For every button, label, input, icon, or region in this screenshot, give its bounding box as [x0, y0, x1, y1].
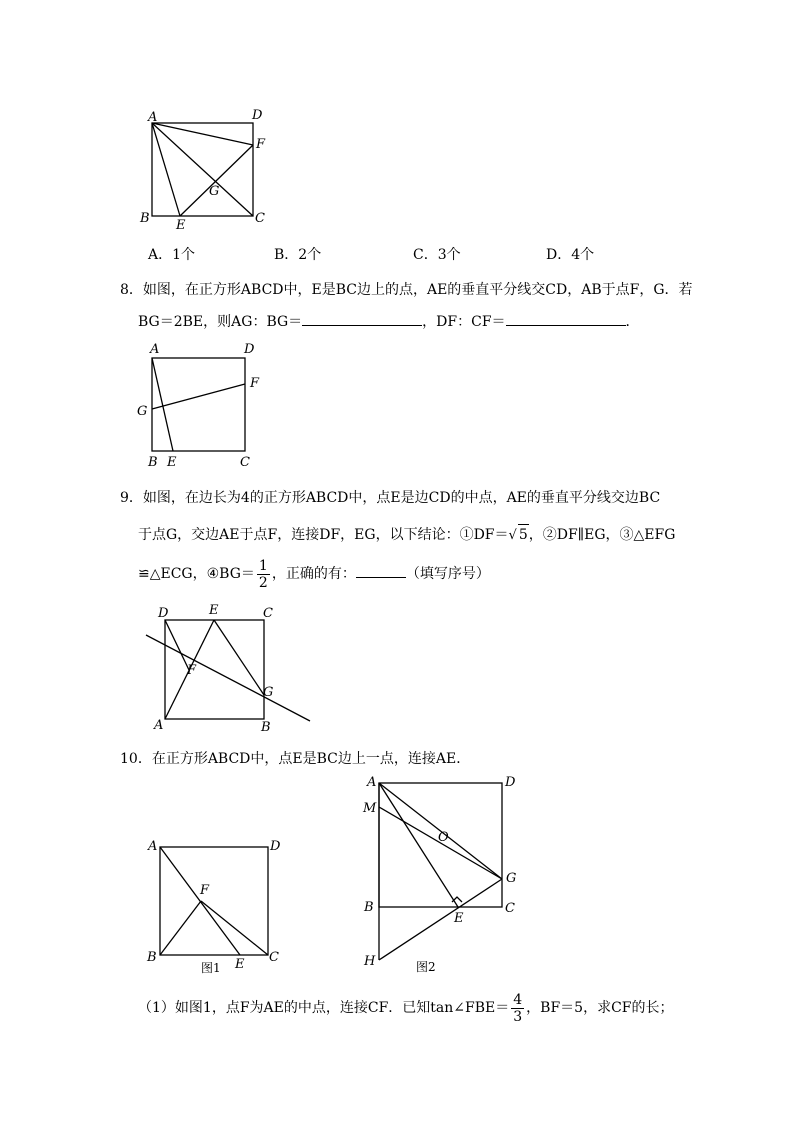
q8-line2: [138, 311, 640, 332]
q9-frac-den: 2: [258, 574, 268, 591]
q8-label-e: E: [167, 455, 177, 470]
q9-line2-b: ，②DF∥EG，③△EFG: [528, 527, 676, 543]
q9-label-a: A: [154, 718, 164, 733]
q9-label-g: G: [263, 685, 274, 700]
q8-line2-c: ．: [625, 314, 640, 330]
q10-fig2-label-b: B: [364, 900, 374, 915]
q9-square: [165, 620, 264, 719]
q9-label-b: B: [261, 720, 271, 735]
q9-label-c: C: [263, 606, 273, 621]
q10-fraction: [511, 992, 524, 1025]
q9-line1: 9．如图，在边长为4的正方形ABCD中，点E是边CD的中点，AE的垂直平分线交边BC: [120, 490, 661, 506]
q7-option-d[interactable]: D．4个: [546, 247, 595, 263]
q8-label-g: G: [137, 404, 148, 419]
q8-line2-b: ，DF：CF＝: [422, 314, 506, 330]
q10-fig1-caption: 图1: [201, 961, 221, 975]
q7-label-c: C: [255, 211, 265, 226]
q7-option-b[interactable]: B．2个: [274, 247, 322, 263]
q7-figure: [135, 105, 275, 235]
q9-figure: [140, 600, 315, 735]
q8-line2-a: BG＝2BE，则AG：BG＝: [138, 314, 303, 330]
q10-fig2-label-c: C: [505, 901, 515, 916]
q10-fig2-square: [379, 783, 502, 907]
q10-fig2-label-a: A: [367, 775, 377, 790]
q9-line2-a: 于点G，交边AE于点F，连接DF，EG，以下结论：①DF＝: [138, 527, 509, 543]
q10-fig1-label-f: F: [200, 883, 210, 898]
q8-figure: [132, 338, 272, 473]
q9-label-f: F: [187, 663, 197, 678]
q10-fig1-label-c: C: [269, 950, 279, 965]
q10-fig2-caption: 图2: [416, 960, 436, 974]
q10-fig1-label-e: E: [235, 957, 245, 972]
q9-label-d: D: [158, 606, 169, 621]
q10-fig1-label-b: B: [147, 950, 157, 965]
q8-blank-1[interactable]: [302, 311, 422, 326]
q7-label-e: E: [176, 218, 186, 233]
q9-line3-b: ，正确的有：: [271, 566, 356, 582]
q9-sqrt-value: 5: [518, 524, 529, 545]
q8-label-b: B: [148, 455, 158, 470]
q7-label-g: G: [209, 184, 220, 199]
q10-fig2: [355, 770, 530, 980]
q10-fig2-label-g: G: [506, 871, 517, 886]
q8-square: [152, 358, 245, 451]
q10-part1: [138, 990, 674, 1026]
q10-line1: 10．在正方形ABCD中，点E是BC边上一点，连接AE．: [120, 751, 471, 767]
q9-label-e: E: [209, 603, 219, 618]
q10-fig2-label-m: M: [363, 801, 377, 816]
q10-fig1-label-d: D: [270, 839, 281, 854]
q8-line1: 8．如图，在正方形ABCD中，E是BC边上的点，AE的垂直平分线交CD，AB于点F，G．若: [120, 282, 693, 298]
q10-frac-den: 3: [513, 1008, 523, 1025]
q10-part1-b: ，BF＝5，求CF的长；: [526, 1000, 674, 1016]
q10-frac-num: 4: [513, 991, 523, 1008]
q7-label-b: B: [140, 211, 150, 226]
q9-frac-num: 1: [258, 557, 268, 574]
q9-line3-c: （填写序号）: [405, 566, 490, 582]
q10-fig2-label-o: O: [438, 830, 449, 845]
q8-label-f: F: [250, 376, 260, 391]
q10-part1-a: （1）如图1，点F为AE的中点，连接CF．已知tan∠FBE＝: [138, 1000, 510, 1016]
q10-fig2-label-e: E: [454, 911, 464, 926]
q7-option-c[interactable]: C．3个: [413, 247, 461, 263]
q9-line3: [138, 556, 490, 592]
q8-label-c: C: [240, 455, 250, 470]
q10-fig1-square: [160, 847, 268, 955]
q7-label-f: F: [256, 137, 266, 152]
q8-blank-2[interactable]: [506, 311, 626, 326]
q9-line2: 于点G，交边AE于点F，连接DF，EG，以下结论：①DF＝√ 5，②DF∥EG，③△EFG: [138, 524, 675, 546]
q10-fig1-label-a: A: [148, 839, 158, 854]
q7-label-a: A: [148, 110, 158, 125]
q10-fig2-label-h: H: [364, 954, 376, 969]
q10-fig1: [140, 834, 290, 979]
q8-label-d: D: [244, 342, 255, 357]
q9-blank[interactable]: [356, 563, 406, 578]
q9-line3-a: ≌△ECG，④BG＝: [138, 566, 255, 582]
q7-option-a[interactable]: A．1个: [148, 247, 196, 263]
q10-fig2-label-d: D: [505, 775, 516, 790]
q9-fraction: [257, 558, 270, 591]
q8-label-a: A: [150, 342, 160, 357]
q7-label-d: D: [252, 108, 263, 123]
